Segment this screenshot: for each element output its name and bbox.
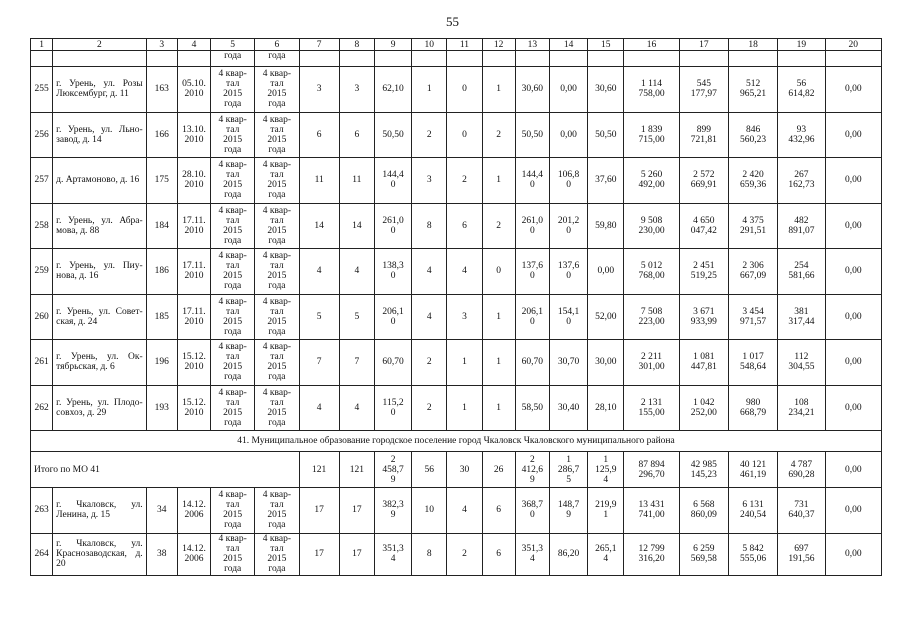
cell: 50,50: [374, 112, 411, 158]
cell: 37,60: [588, 158, 624, 204]
cell: 1 042 252,00: [679, 385, 728, 431]
cell: 351,3 4: [374, 533, 411, 575]
total-cell: 56: [412, 452, 447, 488]
cell: 4: [412, 294, 447, 340]
cell: 0,00: [825, 203, 881, 249]
cell: 6 568 860,09: [679, 488, 728, 534]
column-header: 3: [146, 39, 177, 51]
cell: года: [211, 51, 255, 67]
cell: 28.10. 2010: [177, 158, 210, 204]
cell: 60,70: [515, 340, 549, 386]
cell: года: [255, 51, 299, 67]
cell: 2 131 155,00: [624, 385, 679, 431]
cell: 52,00: [588, 294, 624, 340]
column-header: 5: [211, 39, 255, 51]
page-number: 55: [446, 14, 459, 29]
cell: 4: [339, 385, 374, 431]
cell: 115,2 0: [374, 385, 411, 431]
cell: 1: [447, 385, 482, 431]
cell: 28,10: [588, 385, 624, 431]
column-header: 14: [549, 39, 587, 51]
cell: 219,9 1: [588, 488, 624, 534]
cell: 1 017 548,64: [728, 340, 777, 386]
cell: 3: [412, 158, 447, 204]
row-number: 259: [31, 249, 53, 295]
cell: 1: [482, 385, 515, 431]
total-cell: 1 286,7 5: [549, 452, 587, 488]
cell: 697 191,56: [778, 533, 825, 575]
cell: 6: [299, 112, 339, 158]
cell: 138,3 0: [374, 249, 411, 295]
cell: 2 451 519,25: [679, 249, 728, 295]
column-number-header: [31, 39, 882, 51]
cell: 17: [339, 533, 374, 575]
row-number: 264: [31, 533, 53, 575]
cell: 545 177,97: [679, 67, 728, 113]
column-header: 4: [177, 39, 210, 51]
table-row: [31, 488, 882, 534]
column-header: 18: [728, 39, 777, 51]
cell: 4: [447, 249, 482, 295]
cell: 17.11. 2010: [177, 203, 210, 249]
cell: 4 квар- тал 2015 года: [211, 67, 255, 113]
cell: 0,00: [825, 385, 881, 431]
cell: 9 508 230,00: [624, 203, 679, 249]
cell: 0: [447, 67, 482, 113]
total-cell: 121: [339, 452, 374, 488]
column-header: 10: [412, 39, 447, 51]
cell: 899 721,81: [679, 112, 728, 158]
cell: 4 квар- тал 2015 года: [255, 340, 299, 386]
cell: 2: [447, 533, 482, 575]
table-row: [31, 340, 882, 386]
cell: 166: [146, 112, 177, 158]
cell: 512 965,21: [728, 67, 777, 113]
total-cell: 30: [447, 452, 482, 488]
cell: 13.10. 2010: [177, 112, 210, 158]
cell: 2 572 669,91: [679, 158, 728, 204]
cell: 50,50: [515, 112, 549, 158]
table-row: [31, 67, 882, 113]
cell: 5: [339, 294, 374, 340]
column-header: 20: [825, 39, 881, 51]
cell: 4 квар- тал 2015 года: [211, 488, 255, 534]
cell: 1: [482, 340, 515, 386]
total-cell: 1 125,9 4: [588, 452, 624, 488]
address-cell: г. Урень, ул. Плодо-совхоз, д. 29: [53, 385, 147, 431]
cell: 112 304,55: [778, 340, 825, 386]
cell: 1 114 758,00: [624, 67, 679, 113]
housing-program-table: [30, 38, 882, 576]
cell: 4 квар- тал 2015 года: [255, 249, 299, 295]
column-header: 15: [588, 39, 624, 51]
cell: 30,00: [588, 340, 624, 386]
cell: 15.12. 2010: [177, 340, 210, 386]
table-row: [31, 294, 882, 340]
column-header: 6: [255, 39, 299, 51]
column-header: 12: [482, 39, 515, 51]
cell: 3: [339, 67, 374, 113]
cell: 11: [339, 158, 374, 204]
cell: 4 квар- тал 2015 года: [211, 533, 255, 575]
table-row: [31, 203, 882, 249]
cell: 0,00: [825, 67, 881, 113]
cell: 5 260 492,00: [624, 158, 679, 204]
cell: 108 234,21: [778, 385, 825, 431]
address-cell: г. Чкаловск, ул. Краснозаводская, д. 20: [53, 533, 147, 575]
cell: 2: [482, 112, 515, 158]
address-cell: г. Урень, ул. Абра-мова, д. 88: [53, 203, 147, 249]
cell: 175: [146, 158, 177, 204]
row-number: 261: [31, 340, 53, 386]
cell: 0,00: [825, 340, 881, 386]
total-cell: 26: [482, 452, 515, 488]
total-cell: 2 412,6 9: [515, 452, 549, 488]
cell: 4 650 047,42: [679, 203, 728, 249]
cell: 4 квар- тал 2015 года: [211, 340, 255, 386]
cell: 12 799 316,20: [624, 533, 679, 575]
cell: 4 квар- тал 2015 года: [255, 112, 299, 158]
column-header: 17: [679, 39, 728, 51]
row-number: 258: [31, 203, 53, 249]
cell: 0,00: [825, 488, 881, 534]
cell: 2: [482, 203, 515, 249]
table-row: [31, 112, 882, 158]
column-header: 13: [515, 39, 549, 51]
cell: 368,7 0: [515, 488, 549, 534]
cell: 4: [299, 385, 339, 431]
cell: 8: [412, 533, 447, 575]
total-cell: 2 458,7 9: [374, 452, 411, 488]
total-row: [31, 452, 882, 488]
row-number: 262: [31, 385, 53, 431]
address-cell: г. Чкаловск, ул. Ленина, д. 15: [53, 488, 147, 534]
cell: 4 квар- тал 2015 года: [255, 158, 299, 204]
cell: 254 581,66: [778, 249, 825, 295]
cell: 144,4 0: [374, 158, 411, 204]
table-row: [31, 533, 882, 575]
cell: 86,20: [549, 533, 587, 575]
address-cell: г. Урень, ул. Ок-тябрьская, д. 6: [53, 340, 147, 386]
cell: 13 431 741,00: [624, 488, 679, 534]
cell: 4 квар- тал 2015 года: [255, 385, 299, 431]
cell: 4 375 291,51: [728, 203, 777, 249]
row-number: 263: [31, 488, 53, 534]
total-label: Итого по МО 41: [31, 452, 300, 488]
address-cell: д. Артамоново, д. 16: [53, 158, 147, 204]
cell: 4: [299, 249, 339, 295]
cell: 17.11. 2010: [177, 294, 210, 340]
column-header: 11: [447, 39, 482, 51]
cell: 6: [482, 488, 515, 534]
cell: 482 891,07: [778, 203, 825, 249]
cell: 5 012 768,00: [624, 249, 679, 295]
cell: 106,8 0: [549, 158, 587, 204]
cell: 58,50: [515, 385, 549, 431]
cell: 30,60: [515, 67, 549, 113]
cell: 351,3 4: [515, 533, 549, 575]
cell: 4 квар- тал 2015 года: [211, 249, 255, 295]
total-cell: 0,00: [825, 452, 881, 488]
cell: 0: [482, 249, 515, 295]
cell: 3 671 933,99: [679, 294, 728, 340]
cell: 196: [146, 340, 177, 386]
cell: 7: [339, 340, 374, 386]
cell: 4 квар- тал 2015 года: [211, 158, 255, 204]
cell: 4 квар- тал 2015 года: [211, 294, 255, 340]
column-header: 1: [31, 39, 53, 51]
row-number: 255: [31, 67, 53, 113]
cell: 1: [412, 67, 447, 113]
cell: 4: [447, 488, 482, 534]
cell: 1: [482, 67, 515, 113]
cell: 4 квар- тал 2015 года: [255, 488, 299, 534]
cell: 381 317,44: [778, 294, 825, 340]
address-cell: г. Урень, ул. Розы Люксембург, д. 11: [53, 67, 147, 113]
total-cell: 87 894 296,70: [624, 452, 679, 488]
cell: 30,60: [588, 67, 624, 113]
total-cell: 42 985 145,23: [679, 452, 728, 488]
cell: 17: [299, 533, 339, 575]
cell: 4: [339, 249, 374, 295]
table-row: [31, 385, 882, 431]
cell: 186: [146, 249, 177, 295]
cell: 17: [339, 488, 374, 534]
column-header: 16: [624, 39, 679, 51]
address-cell: г. Урень, ул. Совет-ская, д. 24: [53, 294, 147, 340]
cell: 1: [482, 158, 515, 204]
cell: 261,0 0: [515, 203, 549, 249]
total-cell: 121: [299, 452, 339, 488]
cell: 193: [146, 385, 177, 431]
cell: 60,70: [374, 340, 411, 386]
cell: 2 211 301,00: [624, 340, 679, 386]
cell: 14.12. 2006: [177, 533, 210, 575]
row-number: 260: [31, 294, 53, 340]
cell: 0,00: [588, 249, 624, 295]
cell: 6 259 569,58: [679, 533, 728, 575]
cell: 1: [447, 340, 482, 386]
cell: 2 306 667,09: [728, 249, 777, 295]
cell: 62,10: [374, 67, 411, 113]
cell: 201,2 0: [549, 203, 587, 249]
column-header: 2: [53, 39, 147, 51]
cell: 2: [412, 385, 447, 431]
table-row: [31, 249, 882, 295]
cell: 731 640,37: [778, 488, 825, 534]
cell: 0,00: [549, 67, 587, 113]
cell: 56 614,82: [778, 67, 825, 113]
table-row: [31, 158, 882, 204]
cell: 184: [146, 203, 177, 249]
cell: 1 839 715,00: [624, 112, 679, 158]
cell: 93 432,96: [778, 112, 825, 158]
section-title: 41. Муниципальное образование городское поселение город Чкаловск Чкаловского муниципального района: [31, 431, 882, 452]
cell: 144,4 0: [515, 158, 549, 204]
total-cell: 4 787 690,28: [778, 452, 825, 488]
cell: 4 квар- тал 2015 года: [211, 112, 255, 158]
cell: 17: [299, 488, 339, 534]
cell: 7 508 223,00: [624, 294, 679, 340]
address-cell: г. Урень, ул. Пиу-нова, д. 16: [53, 249, 147, 295]
cell: 382,3 9: [374, 488, 411, 534]
cell: 185: [146, 294, 177, 340]
cell: 11: [299, 158, 339, 204]
cell: 14: [299, 203, 339, 249]
cell: 14: [339, 203, 374, 249]
cell: 34: [146, 488, 177, 534]
cell: 2: [412, 112, 447, 158]
cell: 1 081 447,81: [679, 340, 728, 386]
row-number: 257: [31, 158, 53, 204]
cell: 50,50: [588, 112, 624, 158]
cell: 3: [447, 294, 482, 340]
cell: 6: [447, 203, 482, 249]
cell: 3: [299, 67, 339, 113]
cell: 2: [447, 158, 482, 204]
cell: 6: [339, 112, 374, 158]
cell: 4 квар- тал 2015 года: [211, 385, 255, 431]
cell: 5 842 555,06: [728, 533, 777, 575]
cell: 30,70: [549, 340, 587, 386]
cell: 265,1 4: [588, 533, 624, 575]
cell: 4 квар- тал 2015 года: [255, 203, 299, 249]
cell: 30,40: [549, 385, 587, 431]
cell: 148,7 9: [549, 488, 587, 534]
cell: 38: [146, 533, 177, 575]
row-number: 256: [31, 112, 53, 158]
cell: 2: [412, 340, 447, 386]
cell: 154,1 0: [549, 294, 587, 340]
cell: 4 квар- тал 2015 года: [255, 67, 299, 113]
cell: 5: [299, 294, 339, 340]
cell: 6 131 240,54: [728, 488, 777, 534]
cell: 15.12. 2010: [177, 385, 210, 431]
continuation-row: [31, 51, 882, 67]
section-row: [31, 431, 882, 452]
cell: 206,1 0: [515, 294, 549, 340]
cell: 846 560,23: [728, 112, 777, 158]
cell: 4: [412, 249, 447, 295]
cell: 8: [412, 203, 447, 249]
cell: 4 квар- тал 2015 года: [255, 294, 299, 340]
cell: 14.12. 2006: [177, 488, 210, 534]
cell: 0,00: [549, 112, 587, 158]
cell: 6: [482, 533, 515, 575]
cell: 17.11. 2010: [177, 249, 210, 295]
cell: 137,6 0: [515, 249, 549, 295]
cell: 1: [482, 294, 515, 340]
cell: 7: [299, 340, 339, 386]
cell: 10: [412, 488, 447, 534]
cell: 0: [447, 112, 482, 158]
cell: 261,0 0: [374, 203, 411, 249]
column-header: 8: [339, 39, 374, 51]
cell: 3 454 971,57: [728, 294, 777, 340]
address-cell: г. Урень, ул. Льно-завод, д. 14: [53, 112, 147, 158]
total-cell: 40 121 461,19: [728, 452, 777, 488]
cell: 137,6 0: [549, 249, 587, 295]
cell: 0,00: [825, 158, 881, 204]
cell: 59,80: [588, 203, 624, 249]
cell: 0,00: [825, 112, 881, 158]
cell: 0,00: [825, 533, 881, 575]
cell: 0,00: [825, 294, 881, 340]
column-header: 19: [778, 39, 825, 51]
column-header: 7: [299, 39, 339, 51]
column-header: 9: [374, 39, 411, 51]
cell: 4 квар- тал 2015 года: [211, 203, 255, 249]
cell: 05.10. 2010: [177, 67, 210, 113]
cell: 4 квар- тал 2015 года: [255, 533, 299, 575]
cell: 980 668,79: [728, 385, 777, 431]
cell: 206,1 0: [374, 294, 411, 340]
cell: 163: [146, 67, 177, 113]
cell: 0,00: [825, 249, 881, 295]
cell: 2 420 659,36: [728, 158, 777, 204]
cell: 267 162,73: [778, 158, 825, 204]
